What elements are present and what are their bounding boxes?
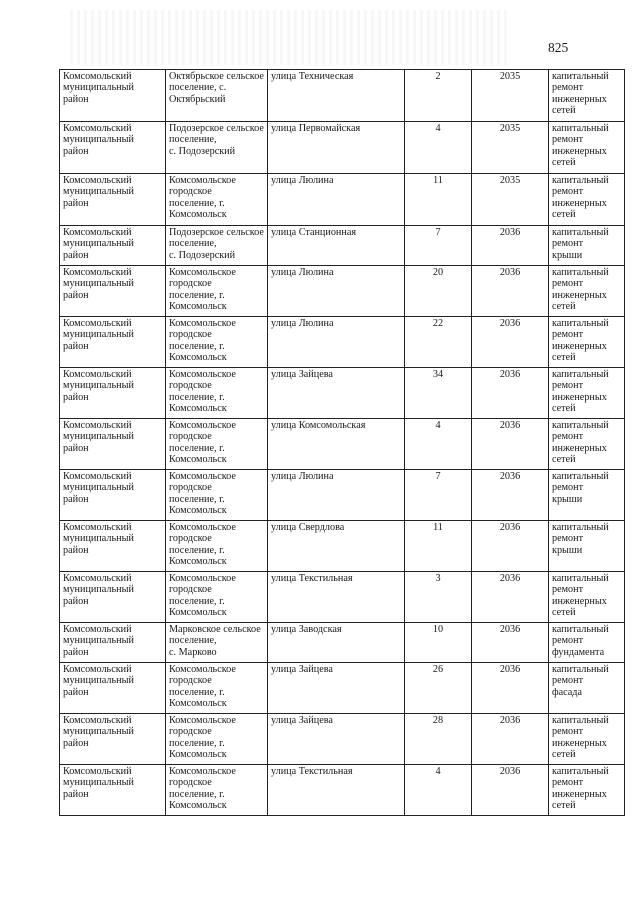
settlement-cell: Подозерское сельское поселение, с. Подозерский [166,226,268,266]
year-cell: 2036 [472,623,549,663]
table-row [60,663,625,714]
year-cell: 2036 [472,419,549,470]
settlement-cell: Марковское сельское поселение, с. Марково [166,623,268,663]
house-number-cell: 7 [405,470,472,521]
district-cell: Комсомольский муниципальный район [60,572,166,623]
table-row [60,317,625,368]
street-cell: улица Первомайская [268,122,405,174]
table-row [60,70,625,122]
settlement-cell: Комсомольское городское поселение, г. Комсомольск [166,317,268,368]
street-cell: улица Зайцева [268,663,405,714]
district-cell: Комсомольский муниципальный район [60,765,166,816]
settlement-cell: Комсомольское городское поселение, г. Комсомольск [166,663,268,714]
table-row [60,572,625,623]
house-number-cell: 11 [405,174,472,226]
year-cell: 2036 [472,572,549,623]
settlement-cell: Комсомольское городское поселение, г. Комсомольск [166,765,268,816]
house-number-cell: 22 [405,317,472,368]
year-cell: 2036 [472,226,549,266]
district-cell: Комсомольский муниципальный район [60,226,166,266]
table-row [60,765,625,816]
year-cell: 2036 [472,714,549,765]
year-cell: 2036 [472,663,549,714]
settlement-cell: Комсомольское городское поселение, г. Комсомольск [166,419,268,470]
street-cell: улица Люлина [268,174,405,226]
table-row [60,368,625,419]
year-cell: 2036 [472,368,549,419]
house-number-cell: 26 [405,663,472,714]
settlement-cell: Комсомольское городское поселение, г. Комсомольск [166,572,268,623]
street-cell: улица Люлина [268,266,405,317]
page-number: 825 [548,40,569,55]
street-cell: улица Комсомольская [268,419,405,470]
table-row [60,419,625,470]
house-number-cell: 34 [405,368,472,419]
district-cell: Комсомольский муниципальный район [60,122,166,174]
street-cell: улица Люлина [268,470,405,521]
district-cell: Комсомольский муниципальный район [60,521,166,572]
house-number-cell: 4 [405,122,472,174]
year-cell: 2035 [472,174,549,226]
work-type-cell: капитальный ремонт фасада [549,663,625,714]
house-number-cell: 4 [405,765,472,816]
settlement-cell: Комсомольское городское поселение, г. Комсомольск [166,266,268,317]
year-cell: 2035 [472,70,549,122]
year-cell: 2036 [472,521,549,572]
district-cell: Комсомольский муниципальный район [60,623,166,663]
work-type-cell: капитальный ремонт инженерных сетей [549,174,625,226]
house-number-cell: 7 [405,226,472,266]
district-cell: Комсомольский муниципальный район [60,174,166,226]
table-row [60,122,625,174]
street-cell: улица Зайцева [268,714,405,765]
year-cell: 2036 [472,470,549,521]
work-type-cell: капитальный ремонт инженерных сетей [549,765,625,816]
table-row [60,266,625,317]
district-cell: Комсомольский муниципальный район [60,368,166,419]
district-cell: Комсомольский муниципальный район [60,317,166,368]
table-row [60,470,625,521]
settlement-cell: Комсомольское городское поселение, г. Комсомольск [166,174,268,226]
street-cell: улица Текстильная [268,765,405,816]
district-cell: Комсомольский муниципальный район [60,663,166,714]
district-cell: Комсомольский муниципальный район [60,266,166,317]
house-number-cell: 2 [405,70,472,122]
work-type-cell: капитальный ремонт инженерных сетей [549,368,625,419]
district-cell: Комсомольский муниципальный район [60,419,166,470]
work-type-cell: капитальный ремонт инженерных сетей [549,572,625,623]
street-cell: улица Свердлова [268,521,405,572]
year-cell: 2036 [472,266,549,317]
table-row [60,714,625,765]
year-cell: 2035 [472,122,549,174]
settlement-cell: Комсомольское городское поселение, г. Комсомольск [166,521,268,572]
faint-header-bleed [70,10,510,65]
work-type-cell: капитальный ремонт инженерных сетей [549,266,625,317]
work-type-cell: капитальный ремонт фундамента [549,623,625,663]
district-cell: Комсомольский муниципальный район [60,714,166,765]
table-row [60,226,625,266]
work-type-cell: капитальный ремонт инженерных сетей [549,122,625,174]
work-type-cell: капитальный ремонт инженерных сетей [549,70,625,122]
street-cell: улица Текстильная [268,572,405,623]
house-number-cell: 10 [405,623,472,663]
district-cell: Комсомольский муниципальный район [60,470,166,521]
house-number-cell: 3 [405,572,472,623]
house-number-cell: 28 [405,714,472,765]
work-type-cell: капитальный ремонт инженерных сетей [549,714,625,765]
street-cell: улица Заводская [268,623,405,663]
house-number-cell: 20 [405,266,472,317]
street-cell: улица Люлина [268,317,405,368]
work-type-cell: капитальный ремонт инженерных сетей [549,317,625,368]
settlement-cell: Комсомольское городское поселение, г. Комсомольск [166,368,268,419]
street-cell: улица Станционная [268,226,405,266]
settlement-cell: Октябрьское сельское поселение, с. Октябрьский [166,70,268,122]
street-cell: улица Техническая [268,70,405,122]
house-number-cell: 11 [405,521,472,572]
work-type-cell: капитальный ремонт инженерных сетей [549,419,625,470]
settlement-cell: Подозерское сельское поселение, с. Подозерский [166,122,268,174]
house-number-cell: 4 [405,419,472,470]
repair-schedule-table [59,69,625,816]
street-cell: улица Зайцева [268,368,405,419]
table-row [60,174,625,226]
settlement-cell: Комсомольское городское поселение, г. Комсомольск [166,714,268,765]
settlement-cell: Комсомольское городское поселение, г. Комсомольск [166,470,268,521]
district-cell: Комсомольский муниципальный район [60,70,166,122]
table-row [60,521,625,572]
table-row [60,623,625,663]
work-type-cell: капитальный ремонт крыши [549,470,625,521]
work-type-cell: капитальный ремонт крыши [549,521,625,572]
work-type-cell: капитальный ремонт крыши [549,226,625,266]
year-cell: 2036 [472,317,549,368]
year-cell: 2036 [472,765,549,816]
